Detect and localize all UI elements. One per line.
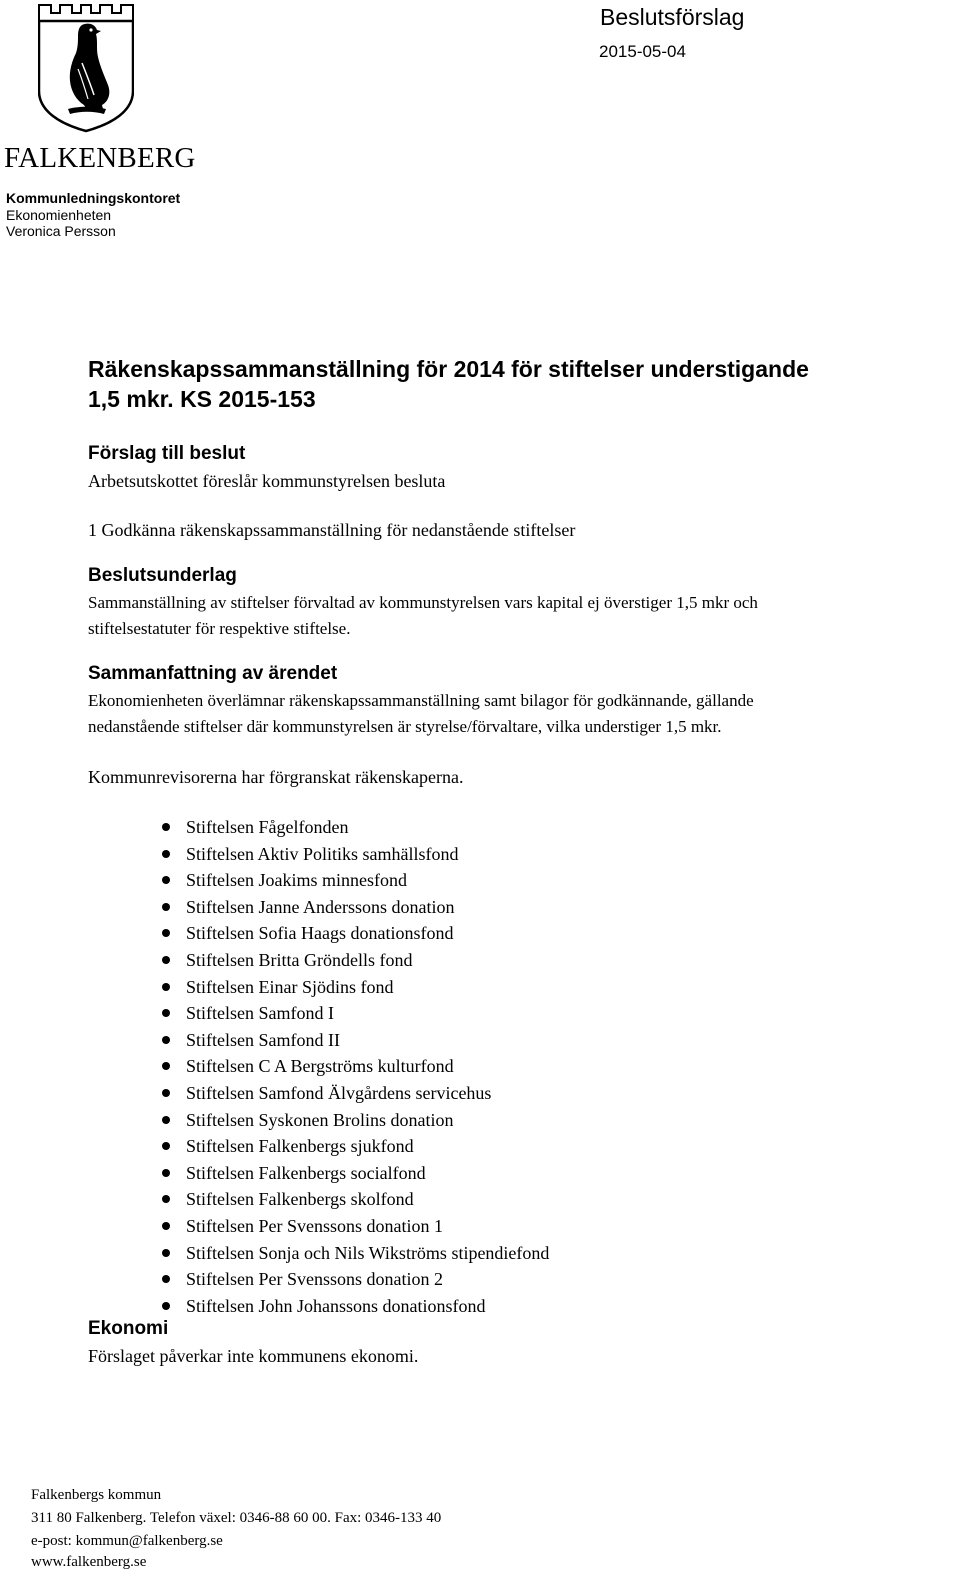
- bullet-icon: [162, 956, 170, 964]
- sender-department: Ekonomienheten: [6, 207, 112, 223]
- basis-text-line-1: Sammanställning av stiftelser förvaltad av kommunstyrelsen vars kapital ej överstiger 1,5 mkr och: [88, 593, 758, 612]
- economy-heading: Ekonomi: [88, 1318, 169, 1339]
- page-title-line-2: 1,5 mkr. KS 2015-153: [88, 386, 316, 412]
- footer-email: e-post: kommun@falkenberg.se: [31, 1533, 223, 1549]
- basis-text-line-2: stiftelsestatuter för respektive stiftelse.: [88, 619, 351, 638]
- bullet-icon: [162, 1062, 170, 1070]
- list-item: Stiftelsen Janne Anderssons donation: [160, 894, 549, 921]
- list-item: Stiftelsen John Johanssons donationsfond: [160, 1293, 549, 1320]
- basis-heading: Beslutsunderlag: [88, 565, 237, 586]
- list-item: Stiftelsen Samfond I: [160, 1000, 549, 1027]
- bullet-icon: [162, 983, 170, 991]
- bullet-icon: [162, 876, 170, 884]
- bullet-icon: [162, 929, 170, 937]
- bullet-icon: [162, 1249, 170, 1257]
- list-item: Stiftelsen Per Svenssons donation 1: [160, 1213, 549, 1240]
- bullet-icon: [162, 1169, 170, 1177]
- bullet-icon: [162, 1116, 170, 1124]
- list-item: Stiftelsen Falkenbergs sjukfond: [160, 1133, 549, 1160]
- sender-office: Kommunledningskontoret: [6, 190, 181, 206]
- bullet-icon: [162, 1142, 170, 1150]
- list-item: Stiftelsen Fågelfonden: [160, 814, 549, 841]
- list-item: Stiftelsen Samfond II: [160, 1027, 549, 1054]
- bullet-icon: [162, 850, 170, 858]
- list-item: Stiftelsen Sonja och Nils Wikströms stipendiefond: [160, 1240, 549, 1267]
- list-item: Stiftelsen Aktiv Politiks samhällsfond: [160, 841, 549, 868]
- proposal-text: Arbetsutskottet föreslår kommunstyrelsen besluta: [88, 471, 446, 491]
- summary-text-line-2: nedanstående stiftelser där kommunstyrelsen är styrelse/förvaltare, vilka understiger 1,5 mkr.: [88, 717, 722, 736]
- footer-address: 311 80 Falkenberg. Telefon växel: 0346-88 60 00. Fax: 0346-133 40: [31, 1510, 442, 1526]
- bullet-icon: [162, 1036, 170, 1044]
- municipality-wordmark: FALKENBERG: [4, 142, 196, 174]
- bullet-icon: [162, 1275, 170, 1283]
- list-item: Stiftelsen C A Bergströms kulturfond: [160, 1053, 549, 1080]
- decision-item-1: 1 Godkänna räkenskapssammanställning för nedanstående stiftelser: [88, 520, 576, 540]
- bullet-icon: [162, 1195, 170, 1203]
- falcon-coat-of-arms-icon: [38, 3, 134, 133]
- bullet-icon: [162, 1222, 170, 1230]
- list-item: Stiftelsen Samfond Älvgårdens servicehus: [160, 1080, 549, 1107]
- list-item: Stiftelsen Syskonen Brolins donation: [160, 1107, 549, 1134]
- summary-text-line-1: Ekonomienheten överlämnar räkenskapssammanställning samt bilagor för godkännande, gällande: [88, 691, 754, 710]
- list-item: Stiftelsen Per Svenssons donation 2: [160, 1266, 549, 1293]
- summary-heading: Sammanfattning av ärendet: [88, 663, 338, 684]
- sender-author: Veronica Persson: [6, 223, 116, 239]
- list-item: Stiftelsen Joakims minnesfond: [160, 867, 549, 894]
- bullet-icon: [162, 903, 170, 911]
- review-text: Kommunrevisorerna har förgranskat räkenskaperna.: [88, 767, 464, 787]
- page-title-line-1: Räkenskapssammanställning för 2014 för stiftelser understigande: [88, 356, 809, 382]
- economy-text: Förslaget påverkar inte kommunens ekonomi.: [88, 1346, 419, 1366]
- list-item: Stiftelsen Falkenbergs socialfond: [160, 1160, 549, 1187]
- list-item: Stiftelsen Einar Sjödins fond: [160, 974, 549, 1001]
- bullet-icon: [162, 1302, 170, 1310]
- document-date: 2015-05-04: [599, 42, 686, 61]
- proposal-heading: Förslag till beslut: [88, 443, 246, 464]
- list-item: Stiftelsen Falkenbergs skolfond: [160, 1186, 549, 1213]
- bullet-icon: [162, 1009, 170, 1017]
- footer-website: www.falkenberg.se: [31, 1554, 147, 1570]
- foundation-list: [160, 814, 549, 1319]
- footer-organization: Falkenbergs kommun: [31, 1487, 162, 1503]
- list-item: Stiftelsen Britta Gröndells fond: [160, 947, 549, 974]
- bullet-icon: [162, 1089, 170, 1097]
- list-item: Stiftelsen Sofia Haags donationsfond: [160, 920, 549, 947]
- bullet-icon: [162, 823, 170, 831]
- document-type: Beslutsförslag: [600, 4, 745, 30]
